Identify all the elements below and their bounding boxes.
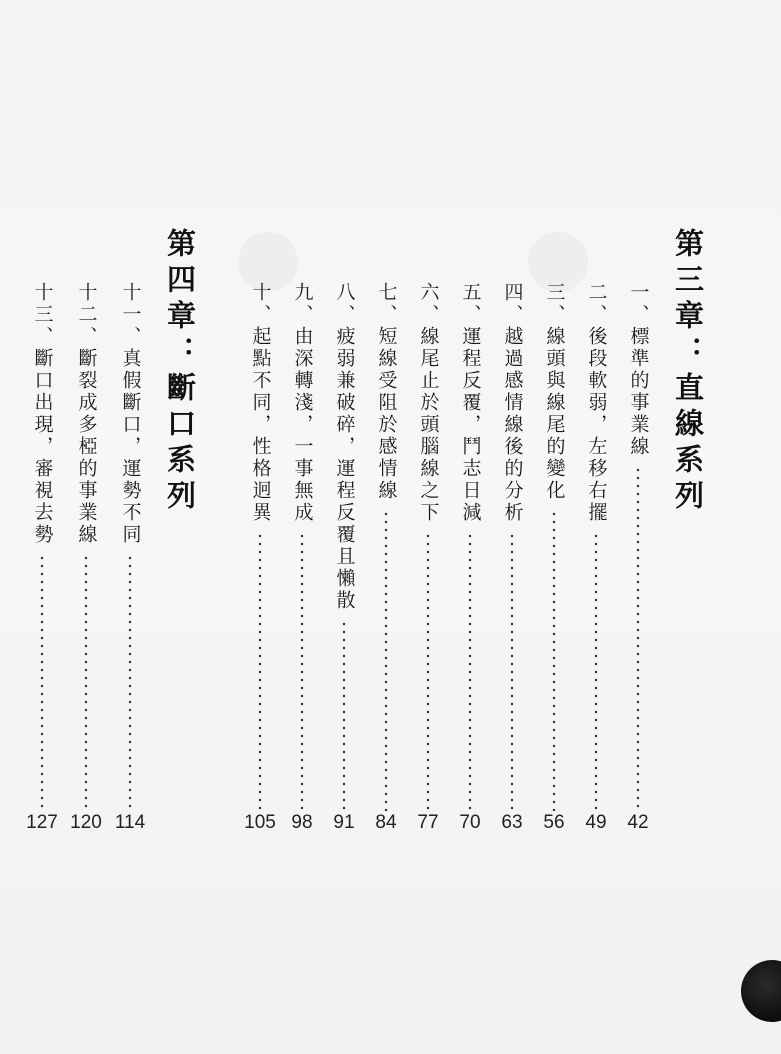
- toc-entry[interactable]: [536, 282, 572, 812]
- dot-leader: [636, 466, 640, 812]
- page-number[interactable]: 91: [333, 812, 355, 833]
- page-number[interactable]: 98: [291, 812, 313, 833]
- page-number[interactable]: 105: [244, 812, 276, 833]
- toc-entry-title: 三、線頭與線尾的變化: [543, 282, 566, 502]
- page-number[interactable]: 56: [543, 812, 565, 833]
- dot-leader: [426, 532, 430, 812]
- toc-entry[interactable]: [452, 282, 488, 812]
- dot-leader: [300, 532, 304, 812]
- dot-leader: [258, 532, 262, 812]
- page-number[interactable]: 84: [375, 812, 397, 833]
- toc-entry[interactable]: [112, 282, 148, 812]
- toc-entry[interactable]: [620, 282, 656, 812]
- page-number[interactable]: 70: [459, 812, 481, 833]
- dot-leader: [384, 510, 388, 812]
- page-number[interactable]: 77: [417, 812, 439, 833]
- toc-entry-title: 十、起點不同，性格迥異: [249, 282, 272, 524]
- dot-leader: [342, 620, 346, 812]
- dot-leader: [552, 510, 556, 812]
- toc-entry-title: 十一、真假斷口，運勢不同: [119, 282, 142, 546]
- page-number[interactable]: 42: [627, 812, 649, 833]
- toc-entry-title: 十二、斷裂成多椏的事業線: [75, 282, 98, 546]
- toc-entry-title: 五、運程反覆，鬥志日減: [459, 282, 482, 524]
- toc-entry[interactable]: [24, 282, 60, 812]
- dot-leader: [594, 532, 598, 812]
- dot-leader: [128, 554, 132, 812]
- toc-entry[interactable]: [410, 282, 446, 812]
- toc-entry-title: 四、越過感情線後的分析: [501, 282, 524, 524]
- toc-entry[interactable]: [68, 282, 104, 812]
- toc-entry-title: 九、由深轉淺，一事無成: [291, 282, 314, 524]
- dot-leader: [510, 532, 514, 812]
- page-number[interactable]: 63: [501, 812, 523, 833]
- corner-dark-mark: [741, 960, 781, 1022]
- dot-leader: [84, 554, 88, 812]
- toc-entry[interactable]: [494, 282, 530, 812]
- toc-entry-title: 二、後段軟弱，左移右擺: [585, 282, 608, 524]
- toc-entry-title: 八、疲弱兼破碎，運程反覆且懶散: [333, 282, 356, 612]
- toc-entry-title: 七、短線受阻於感情線: [375, 282, 398, 502]
- toc-entry-title: 六、線尾止於頭腦線之下: [417, 282, 440, 524]
- toc-entry[interactable]: [368, 282, 404, 812]
- toc-entry-title: 一、標準的事業線: [627, 282, 650, 458]
- dot-leader: [468, 532, 472, 812]
- page-number[interactable]: 114: [114, 812, 146, 833]
- page-number[interactable]: 49: [585, 812, 607, 833]
- toc-entry[interactable]: [326, 282, 362, 812]
- page-number[interactable]: 120: [70, 812, 102, 833]
- toc-entry[interactable]: [242, 282, 278, 812]
- toc-entry-title: 十三、斷口出現，審視去勢: [31, 282, 54, 546]
- toc-entry[interactable]: [284, 282, 320, 812]
- toc-entry[interactable]: [578, 282, 614, 812]
- dot-leader: [40, 554, 44, 812]
- chapter-4-title: 第四章：斷口系列: [163, 228, 197, 516]
- page-number[interactable]: 127: [26, 812, 58, 833]
- chapter-3-title: 第三章：直線系列: [671, 228, 705, 516]
